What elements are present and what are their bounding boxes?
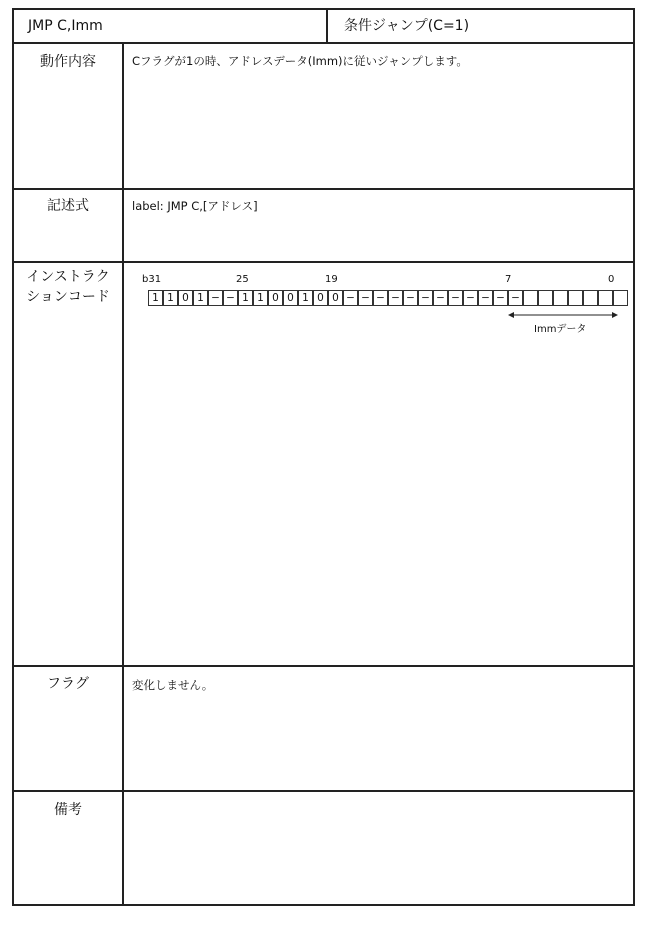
- bit-cell: 0: [283, 290, 298, 306]
- operation-label: 動作内容: [40, 54, 96, 70]
- mnemonic-title: JMP C,Imm: [28, 18, 103, 34]
- bit-cell: −: [343, 290, 358, 306]
- bit-cell: −: [508, 290, 523, 306]
- bit-cell: −: [388, 290, 403, 306]
- syntax-text: label: JMP C,[アドレス]: [132, 199, 258, 213]
- syntax-label: 記述式: [47, 198, 89, 214]
- bit-cell: 1: [193, 290, 208, 306]
- bit-cell: [553, 290, 568, 306]
- instruction-label: [14, 267, 122, 307]
- header-divider: [326, 10, 328, 44]
- bit-cell: −: [448, 290, 463, 306]
- bit-cell: −: [433, 290, 448, 306]
- bit-label-b31: b31: [142, 274, 162, 285]
- bit-label-0: 0: [608, 274, 615, 285]
- divider: [14, 188, 633, 190]
- bit-cell: −: [478, 290, 493, 306]
- instruction-label-line2: ションコード: [26, 289, 110, 305]
- imm-data-label: Immデータ: [534, 324, 587, 335]
- divider: [14, 42, 633, 44]
- bit-row: [148, 290, 628, 306]
- bit-label-19: 19: [325, 274, 338, 285]
- bit-cell: 0: [313, 290, 328, 306]
- bit-cell: 1: [163, 290, 178, 306]
- divider: [14, 790, 633, 792]
- bit-cell: [523, 290, 538, 306]
- bit-cell: [598, 290, 613, 306]
- imm-range-arrow: [508, 310, 618, 320]
- bit-cell: −: [208, 290, 223, 306]
- bit-diagram: [142, 274, 628, 335]
- instruction-sheet: [12, 8, 635, 906]
- bit-cell: 0: [178, 290, 193, 306]
- column-divider: [122, 42, 124, 906]
- bit-cell: 1: [148, 290, 163, 306]
- bit-cell: 1: [298, 290, 313, 306]
- bit-cell: [538, 290, 553, 306]
- bit-label-7: 7: [505, 274, 512, 285]
- flag-label: フラグ: [47, 676, 89, 692]
- divider: [14, 665, 633, 667]
- operation-text: Cフラグが1の時、アドレスデータ(Imm)に従いジャンプします。: [132, 54, 468, 68]
- instruction-label-line1: インストラク: [26, 269, 110, 285]
- instruction-title: 条件ジャンプ(C=1): [344, 18, 470, 34]
- bit-cell: −: [373, 290, 388, 306]
- bit-cell: −: [418, 290, 433, 306]
- bit-cell: [613, 290, 628, 306]
- bit-cell: 0: [268, 290, 283, 306]
- bit-label-25: 25: [236, 274, 249, 285]
- bit-cell: [583, 290, 598, 306]
- remarks-label: 備考: [54, 802, 82, 818]
- bit-cell: [568, 290, 583, 306]
- bit-cell: −: [463, 290, 478, 306]
- bit-cell: 1: [253, 290, 268, 306]
- bit-cell: −: [223, 290, 238, 306]
- bit-cell: −: [493, 290, 508, 306]
- flag-text: 変化しません。: [132, 678, 214, 692]
- bit-cell: 1: [238, 290, 253, 306]
- divider: [14, 261, 633, 263]
- bit-cell: −: [403, 290, 418, 306]
- bit-cell: −: [358, 290, 373, 306]
- bit-cell: 0: [328, 290, 343, 306]
